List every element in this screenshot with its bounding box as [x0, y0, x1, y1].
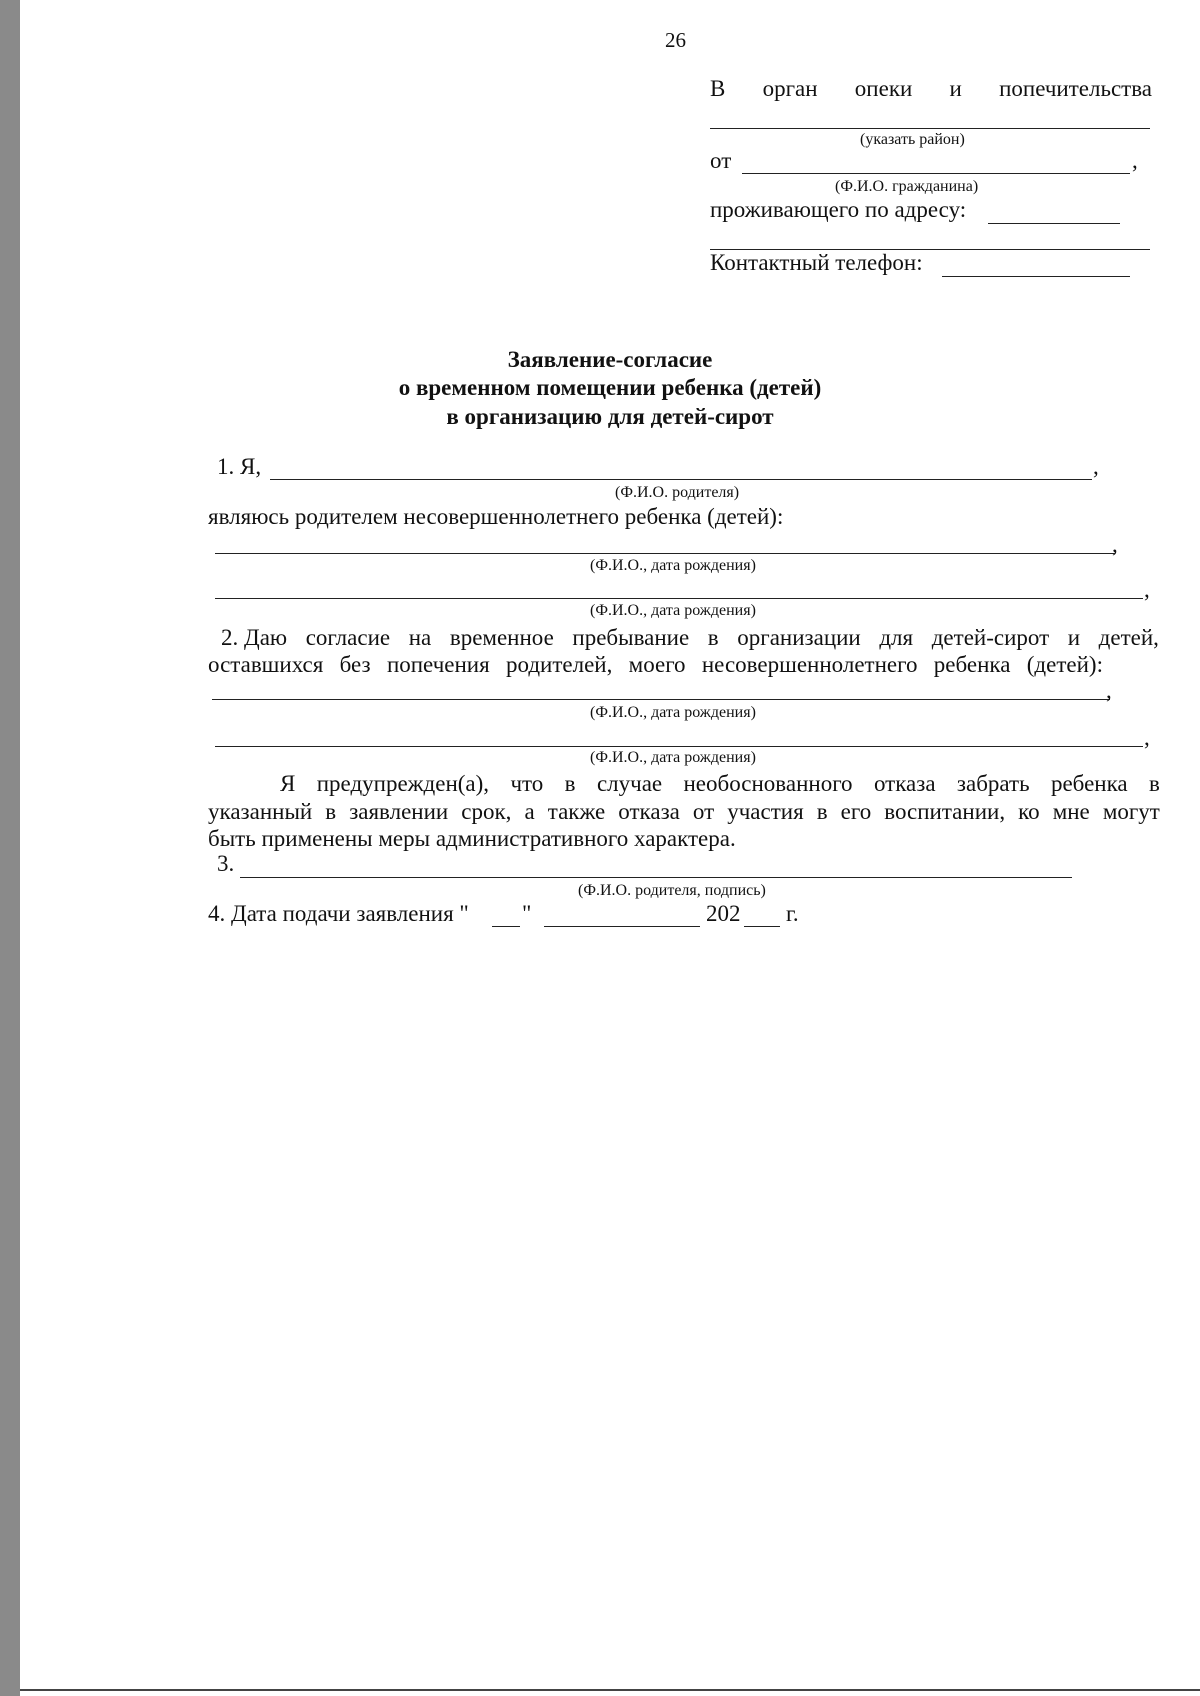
year-suffix: г.	[786, 901, 799, 926]
section2-line-2	[208, 652, 1103, 678]
warning-word: ко	[1018, 799, 1040, 824]
section2-word: ребенка	[933, 652, 1011, 677]
child-field-line-1[interactable]	[215, 553, 1115, 554]
warning-word: отказа	[873, 771, 936, 796]
warning-word: заявлении	[349, 799, 449, 824]
section2-word: детей-сирот	[931, 625, 1050, 650]
warning-word: участия	[727, 799, 804, 824]
page-number: 26	[665, 28, 686, 52]
warning-word: в	[816, 799, 828, 824]
from-label: от	[710, 148, 732, 173]
year-prefix: 202	[706, 901, 741, 926]
addressee-line	[710, 76, 1152, 102]
signature-caption: (Ф.И.О. родителя, подпись)	[578, 882, 766, 899]
citizen-caption: (Ф.И.О. гражданина)	[835, 178, 979, 195]
section2-word: и	[1067, 625, 1081, 650]
warning-word: отказа	[618, 799, 680, 824]
section2-child-comma-2: ,	[1144, 725, 1150, 750]
addressee-word: и	[949, 76, 962, 101]
section2-word: попечения	[386, 652, 490, 677]
warning-line-1	[280, 771, 1160, 797]
parent-name-field-line[interactable]	[270, 479, 1092, 480]
section1-comma: ,	[1093, 454, 1099, 479]
title-line-3: в организацию для детей-сирот	[446, 404, 774, 429]
section2-word: родителей,	[505, 652, 613, 677]
warning-word: указанный	[208, 799, 313, 824]
section2-word: (детей):	[1026, 652, 1103, 677]
section2-word: несовершеннолетнего	[701, 652, 918, 677]
section2-child-caption-1: (Ф.И.О., дата рождения)	[590, 704, 756, 721]
warning-word: могут	[1102, 799, 1160, 824]
citizen-name-field-line[interactable]	[742, 173, 1130, 174]
district-caption: (указать район)	[860, 131, 965, 148]
address-label: проживающего по адресу:	[710, 197, 967, 222]
section2-child-field-line-2[interactable]	[215, 746, 1143, 747]
section2-word: моего	[628, 652, 686, 677]
day-field-line[interactable]	[492, 926, 520, 927]
child-field-line-2[interactable]	[215, 598, 1143, 599]
month-field-line[interactable]	[544, 926, 700, 927]
warning-word: в	[1149, 771, 1160, 796]
warning-word: необоснованного	[683, 771, 853, 796]
warning-word: срок,	[461, 799, 512, 824]
section2-word: в	[707, 625, 719, 650]
addressee-word: опеки	[854, 76, 913, 101]
section2-word: 2. Даю	[221, 625, 288, 650]
child-comma-1: ,	[1112, 532, 1118, 557]
phone-field-line[interactable]	[942, 276, 1130, 277]
section2-child-caption-2: (Ф.И.О., дата рождения)	[590, 749, 756, 766]
warning-word: а	[524, 799, 535, 824]
warning-word: воспитании,	[884, 799, 1006, 824]
section2-child-field-line-1[interactable]	[212, 699, 1110, 700]
section2-child-comma-1: ,	[1106, 678, 1112, 703]
section2-word: без	[339, 652, 371, 677]
section4-quote-close: "	[522, 901, 532, 926]
section2-word: временное	[449, 625, 554, 650]
title-line-2: о временном помещении ребенка (детей)	[398, 375, 822, 400]
section2-word: пребывание	[572, 625, 690, 650]
section2-word: организации	[737, 625, 861, 650]
warning-word: также	[547, 799, 606, 824]
page-bottom-edge	[20, 1689, 1200, 1691]
document-page	[20, 0, 1200, 1696]
child-caption-2: (Ф.И.О., дата рождения)	[590, 602, 756, 619]
warning-word: что	[510, 771, 544, 796]
warning-line-3: быть применены меры административного характера.	[208, 826, 736, 851]
warning-word: забрать	[956, 771, 1030, 796]
warning-word: в	[325, 799, 337, 824]
signature-field-line[interactable]	[240, 877, 1072, 878]
section3-label: 3.	[217, 851, 235, 876]
phone-label: Контактный телефон:	[710, 250, 923, 275]
warning-word: ребенка	[1050, 771, 1128, 796]
section2-word: для	[879, 625, 914, 650]
addressee-word: орган	[762, 76, 818, 101]
warning-word: предупрежден(а),	[316, 771, 490, 796]
section2-word: детей,	[1098, 625, 1159, 650]
warning-word: мне	[1052, 799, 1090, 824]
section4-label: 4. Дата подачи заявления "	[208, 901, 469, 926]
warning-word: от	[692, 799, 715, 824]
from-comma: ,	[1132, 148, 1138, 173]
child-comma-2: ,	[1144, 577, 1150, 602]
title-line-1: Заявление-согласие	[507, 347, 713, 372]
year-field-line[interactable]	[744, 926, 780, 927]
district-field-line[interactable]	[710, 128, 1150, 129]
warning-word: в	[564, 771, 576, 796]
warning-word: его	[840, 799, 872, 824]
section2-word: оставшихся	[208, 652, 324, 677]
section1-text: являюсь родителем несовершеннолетнего ребенка (детей):	[208, 504, 784, 529]
parent-caption: (Ф.И.О. родителя)	[615, 484, 740, 501]
section2-line-1	[221, 625, 1159, 651]
section1-label: 1. Я,	[217, 454, 262, 479]
section2-word: на	[408, 625, 432, 650]
addressee-word: В	[710, 76, 726, 101]
addressee-word: попечительства	[999, 76, 1152, 101]
warning-word: Я	[280, 771, 296, 796]
address-field-line[interactable]	[988, 223, 1120, 224]
warning-line-2	[208, 799, 1160, 825]
warning-word: случае	[596, 771, 663, 796]
section2-word: согласие	[305, 625, 391, 650]
child-caption-1: (Ф.И.О., дата рождения)	[590, 557, 756, 574]
